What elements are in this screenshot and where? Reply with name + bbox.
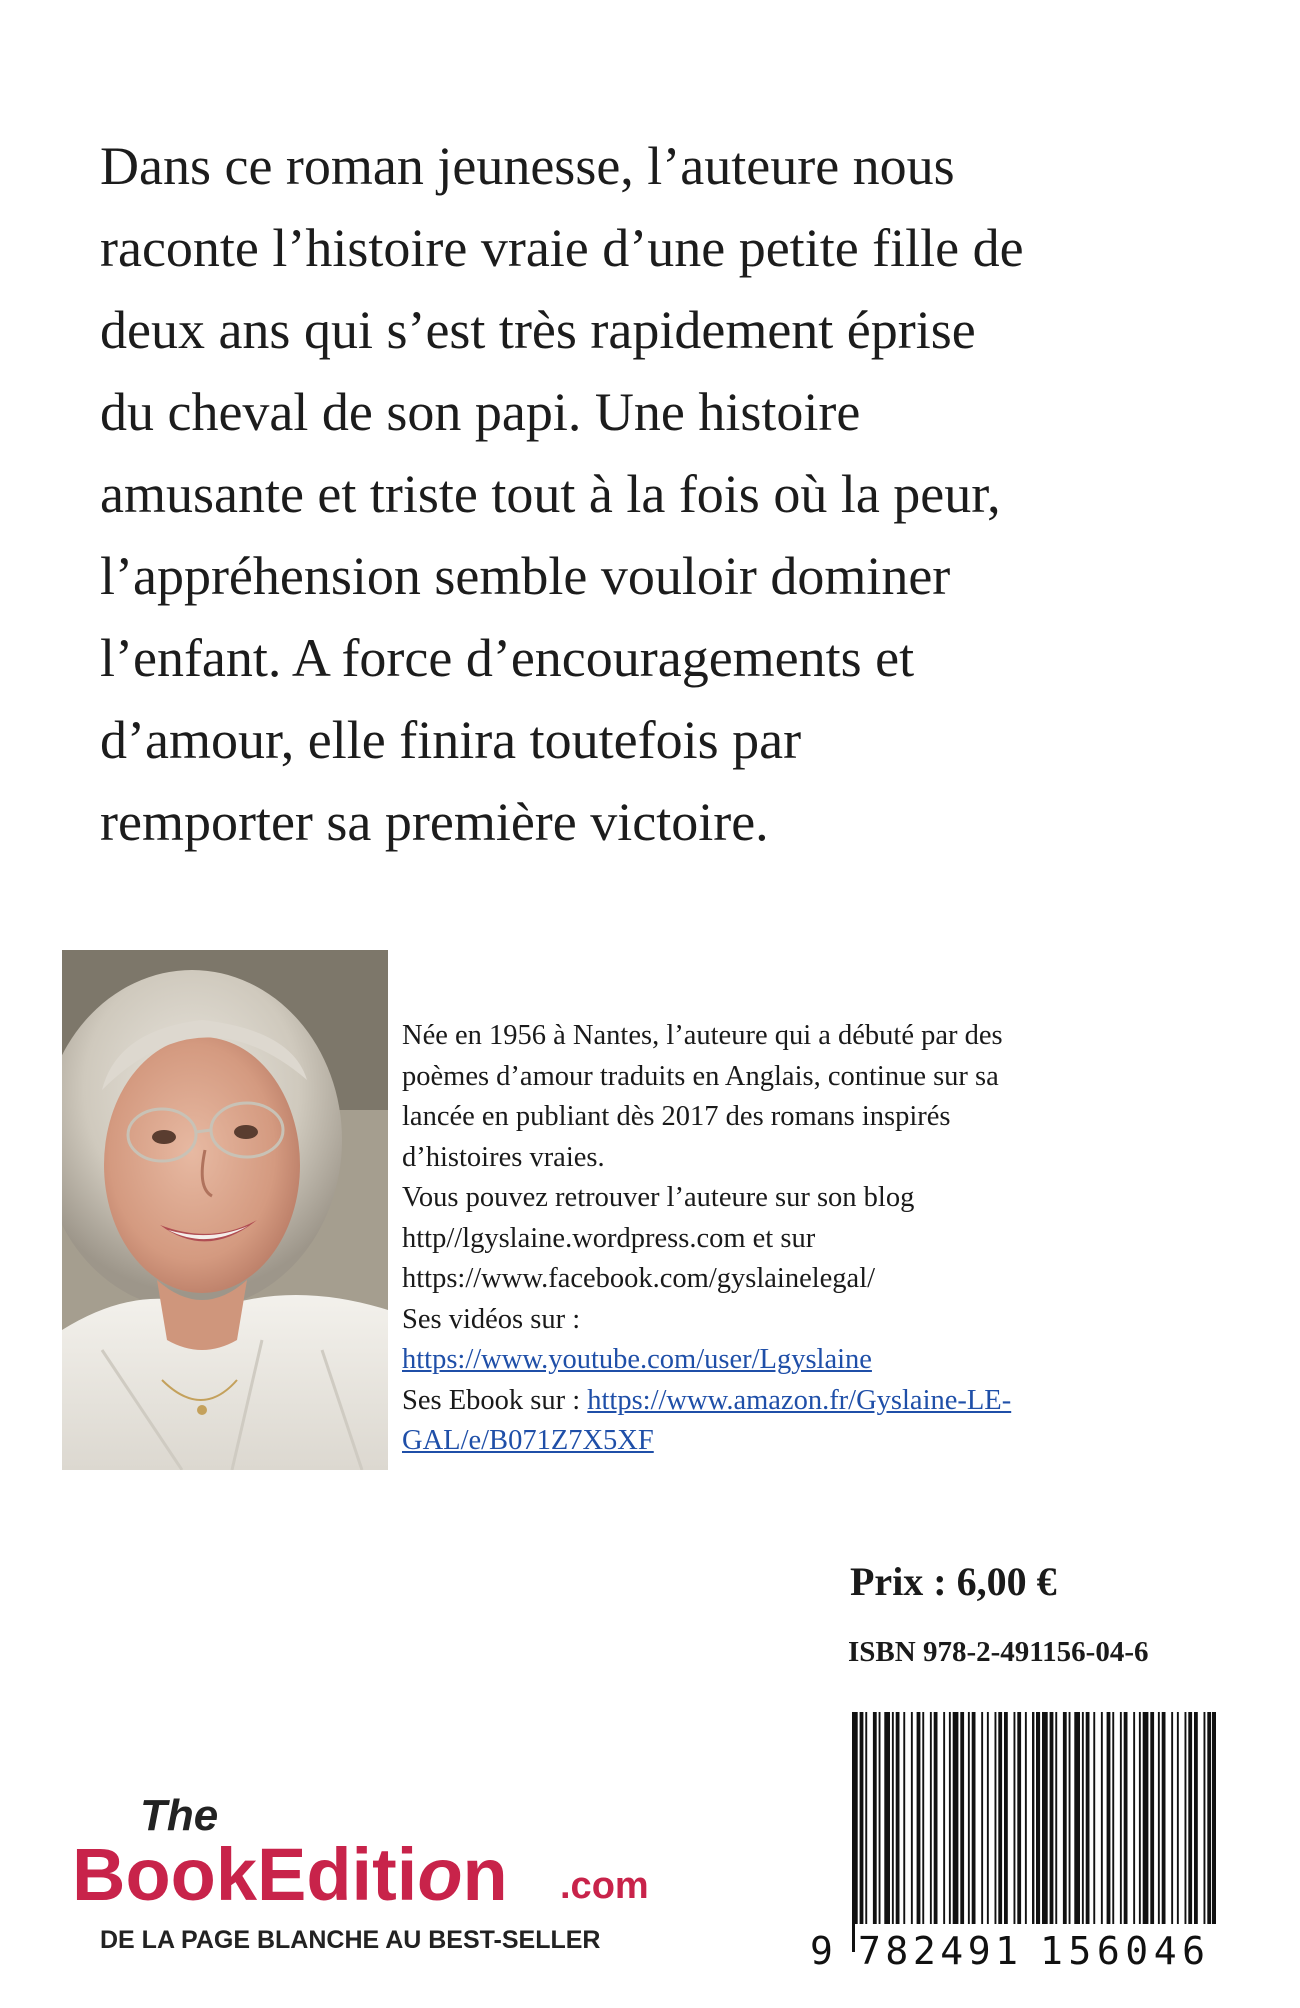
synopsis <box>100 125 1260 863</box>
barcode-bar <box>884 1712 890 1924</box>
synopsis-line: raconte l’histoire vraie d’une petite fille de <box>100 218 1024 278</box>
barcode-bar <box>1025 1712 1027 1924</box>
barcode-bar <box>865 1712 867 1924</box>
barcode-bar <box>1143 1712 1149 1924</box>
barcode-bar <box>1171 1712 1173 1924</box>
barcode-bar <box>995 1712 997 1924</box>
barcode-bar <box>1086 1712 1090 1924</box>
logo-tagline: DE LA PAGE BLANCHE AU BEST-SELLER <box>100 1926 601 1954</box>
barcode-bars <box>852 1712 1216 1952</box>
bio-line: http//lgyslaine.wordpress.com et sur <box>402 1222 816 1254</box>
bio-line: Ses vidéos sur : <box>402 1303 581 1335</box>
barcode-bar <box>1055 1712 1057 1924</box>
barcode-bar <box>1194 1712 1198 1924</box>
barcode-bar <box>873 1712 877 1924</box>
barcode-digit-first: 9 <box>810 1929 833 1972</box>
barcode-bar <box>896 1712 900 1924</box>
barcode-bar <box>981 1712 983 1924</box>
barcode-bar <box>892 1712 894 1924</box>
synopsis-line: l’appréhension semble vouloir dominer <box>100 546 951 606</box>
bio-line: Vous pouvez retrouver l’auteure sur son blog <box>402 1182 915 1213</box>
barcode-bar <box>987 1712 989 1924</box>
barcode-bar <box>1093 1712 1095 1924</box>
barcode-bar <box>922 1712 924 1924</box>
barcode-bar <box>930 1712 932 1924</box>
synopsis-line: l’enfant. A force d’encouragements et <box>100 628 915 688</box>
bio-ebook-row-cont <box>402 1421 1282 1462</box>
barcode-bar <box>1004 1712 1008 1924</box>
barcode-bar <box>1042 1712 1048 1924</box>
barcode-guard-bar <box>1032 1712 1034 1952</box>
barcode-bar <box>968 1712 970 1924</box>
barcode-bar <box>917 1712 921 1924</box>
barcode-bar <box>1082 1712 1084 1924</box>
synopsis-line: remporter sa première victoire. <box>100 792 769 852</box>
bio-line: lancée en publiant dès 2017 des romans inspirés <box>402 1101 951 1132</box>
amazon-link[interactable]: https://www.amazon.fr/Gyslaine-LE- <box>587 1384 1012 1416</box>
author-photo-illustration <box>62 950 388 1470</box>
isbn: ISBN 978-2-491156-04-6 <box>848 1636 1149 1668</box>
synopsis-line: amusante et triste tout à la fois où la peur, <box>100 464 1001 524</box>
synopsis-line: d’amour, elle finira toutefois par <box>100 710 802 770</box>
barcode-bar <box>1158 1712 1160 1924</box>
barcode-bar <box>1017 1712 1021 1924</box>
synopsis-line: Dans ce roman jeunesse, l’auteure nous <box>100 136 955 196</box>
barcode-bar <box>1050 1712 1054 1924</box>
barcode-digits-left: 782491 <box>858 1929 1018 1972</box>
barcode-bar <box>953 1712 959 1924</box>
barcode <box>800 1712 1220 1972</box>
bio-youtube-row <box>402 1340 1282 1381</box>
youtube-link[interactable]: https://www.youtube.com/user/Lgyslaine <box>402 1344 872 1375</box>
bio-line: Née en 1956 à Nantes, l’auteure qui a débuté par des <box>402 1020 1003 1051</box>
barcode-bar <box>1101 1712 1103 1924</box>
barcode-guard-bar <box>854 1712 856 1952</box>
logo-the: The <box>140 1791 219 1840</box>
bio-line: poèmes d’amour traduits en Anglais, continue sur sa <box>402 1060 999 1092</box>
bio-line: https://www.facebook.com/gyslainelegal/ <box>402 1263 876 1294</box>
synopsis-line: deux ans qui s’est très rapidement éprise <box>100 300 976 360</box>
barcode-bar <box>1133 1712 1135 1924</box>
amazon-link-cont[interactable]: GAL/e/B071Z7X5XF <box>402 1425 654 1456</box>
barcode-bar <box>943 1712 945 1924</box>
author-photo <box>62 950 388 1470</box>
barcode-bar <box>860 1712 864 1924</box>
bio-ebook-row <box>402 1381 1282 1422</box>
synopsis-line: du cheval de son papi. Une histoire <box>100 382 861 442</box>
barcode-bar <box>1188 1712 1192 1924</box>
barcode-bar <box>949 1712 951 1924</box>
barcode-guard-bar <box>1036 1712 1038 1952</box>
barcode-guard-bar <box>1214 1712 1216 1952</box>
barcode-guard-bar <box>1212 1712 1214 1952</box>
barcode-bar <box>1204 1712 1206 1924</box>
barcode-bar <box>960 1712 964 1924</box>
barcode-bar <box>934 1712 938 1924</box>
barcode-bar <box>1207 1712 1211 1924</box>
publisher-logo <box>60 1770 660 1970</box>
barcode-bar <box>1162 1712 1166 1924</box>
barcode-bar <box>1185 1712 1187 1924</box>
price: Prix : 6,00 € <box>850 1559 1057 1604</box>
barcode-guard-bar <box>852 1712 854 1952</box>
barcode-bar <box>879 1712 881 1924</box>
barcode-bar <box>911 1712 913 1924</box>
barcode-digits-right: 156046 <box>1040 1929 1205 1972</box>
barcode-bar <box>1063 1712 1067 1924</box>
author-bio <box>402 1016 1282 1462</box>
barcode-bar <box>1107 1712 1111 1924</box>
barcode-bar <box>1139 1712 1141 1924</box>
logo-tld: .com <box>560 1865 649 1907</box>
barcode-bar <box>903 1712 905 1924</box>
barcode-bar <box>1120 1712 1122 1924</box>
barcode-bar <box>1177 1712 1179 1924</box>
bio-line: d’histoires vraies. <box>402 1141 605 1173</box>
barcode-bar <box>998 1712 1002 1924</box>
logo-name: BookEdition <box>72 1833 508 1916</box>
ebook-prefix: Ses Ebook sur : <box>402 1384 588 1416</box>
barcode-bar <box>1124 1712 1128 1924</box>
barcode-bar <box>1014 1712 1016 1924</box>
barcode-bar <box>1074 1712 1080 1924</box>
barcode-bar <box>972 1712 976 1924</box>
barcode-bar <box>1150 1712 1154 1924</box>
barcode-bar <box>1069 1712 1071 1924</box>
barcode-bar <box>1112 1712 1114 1924</box>
